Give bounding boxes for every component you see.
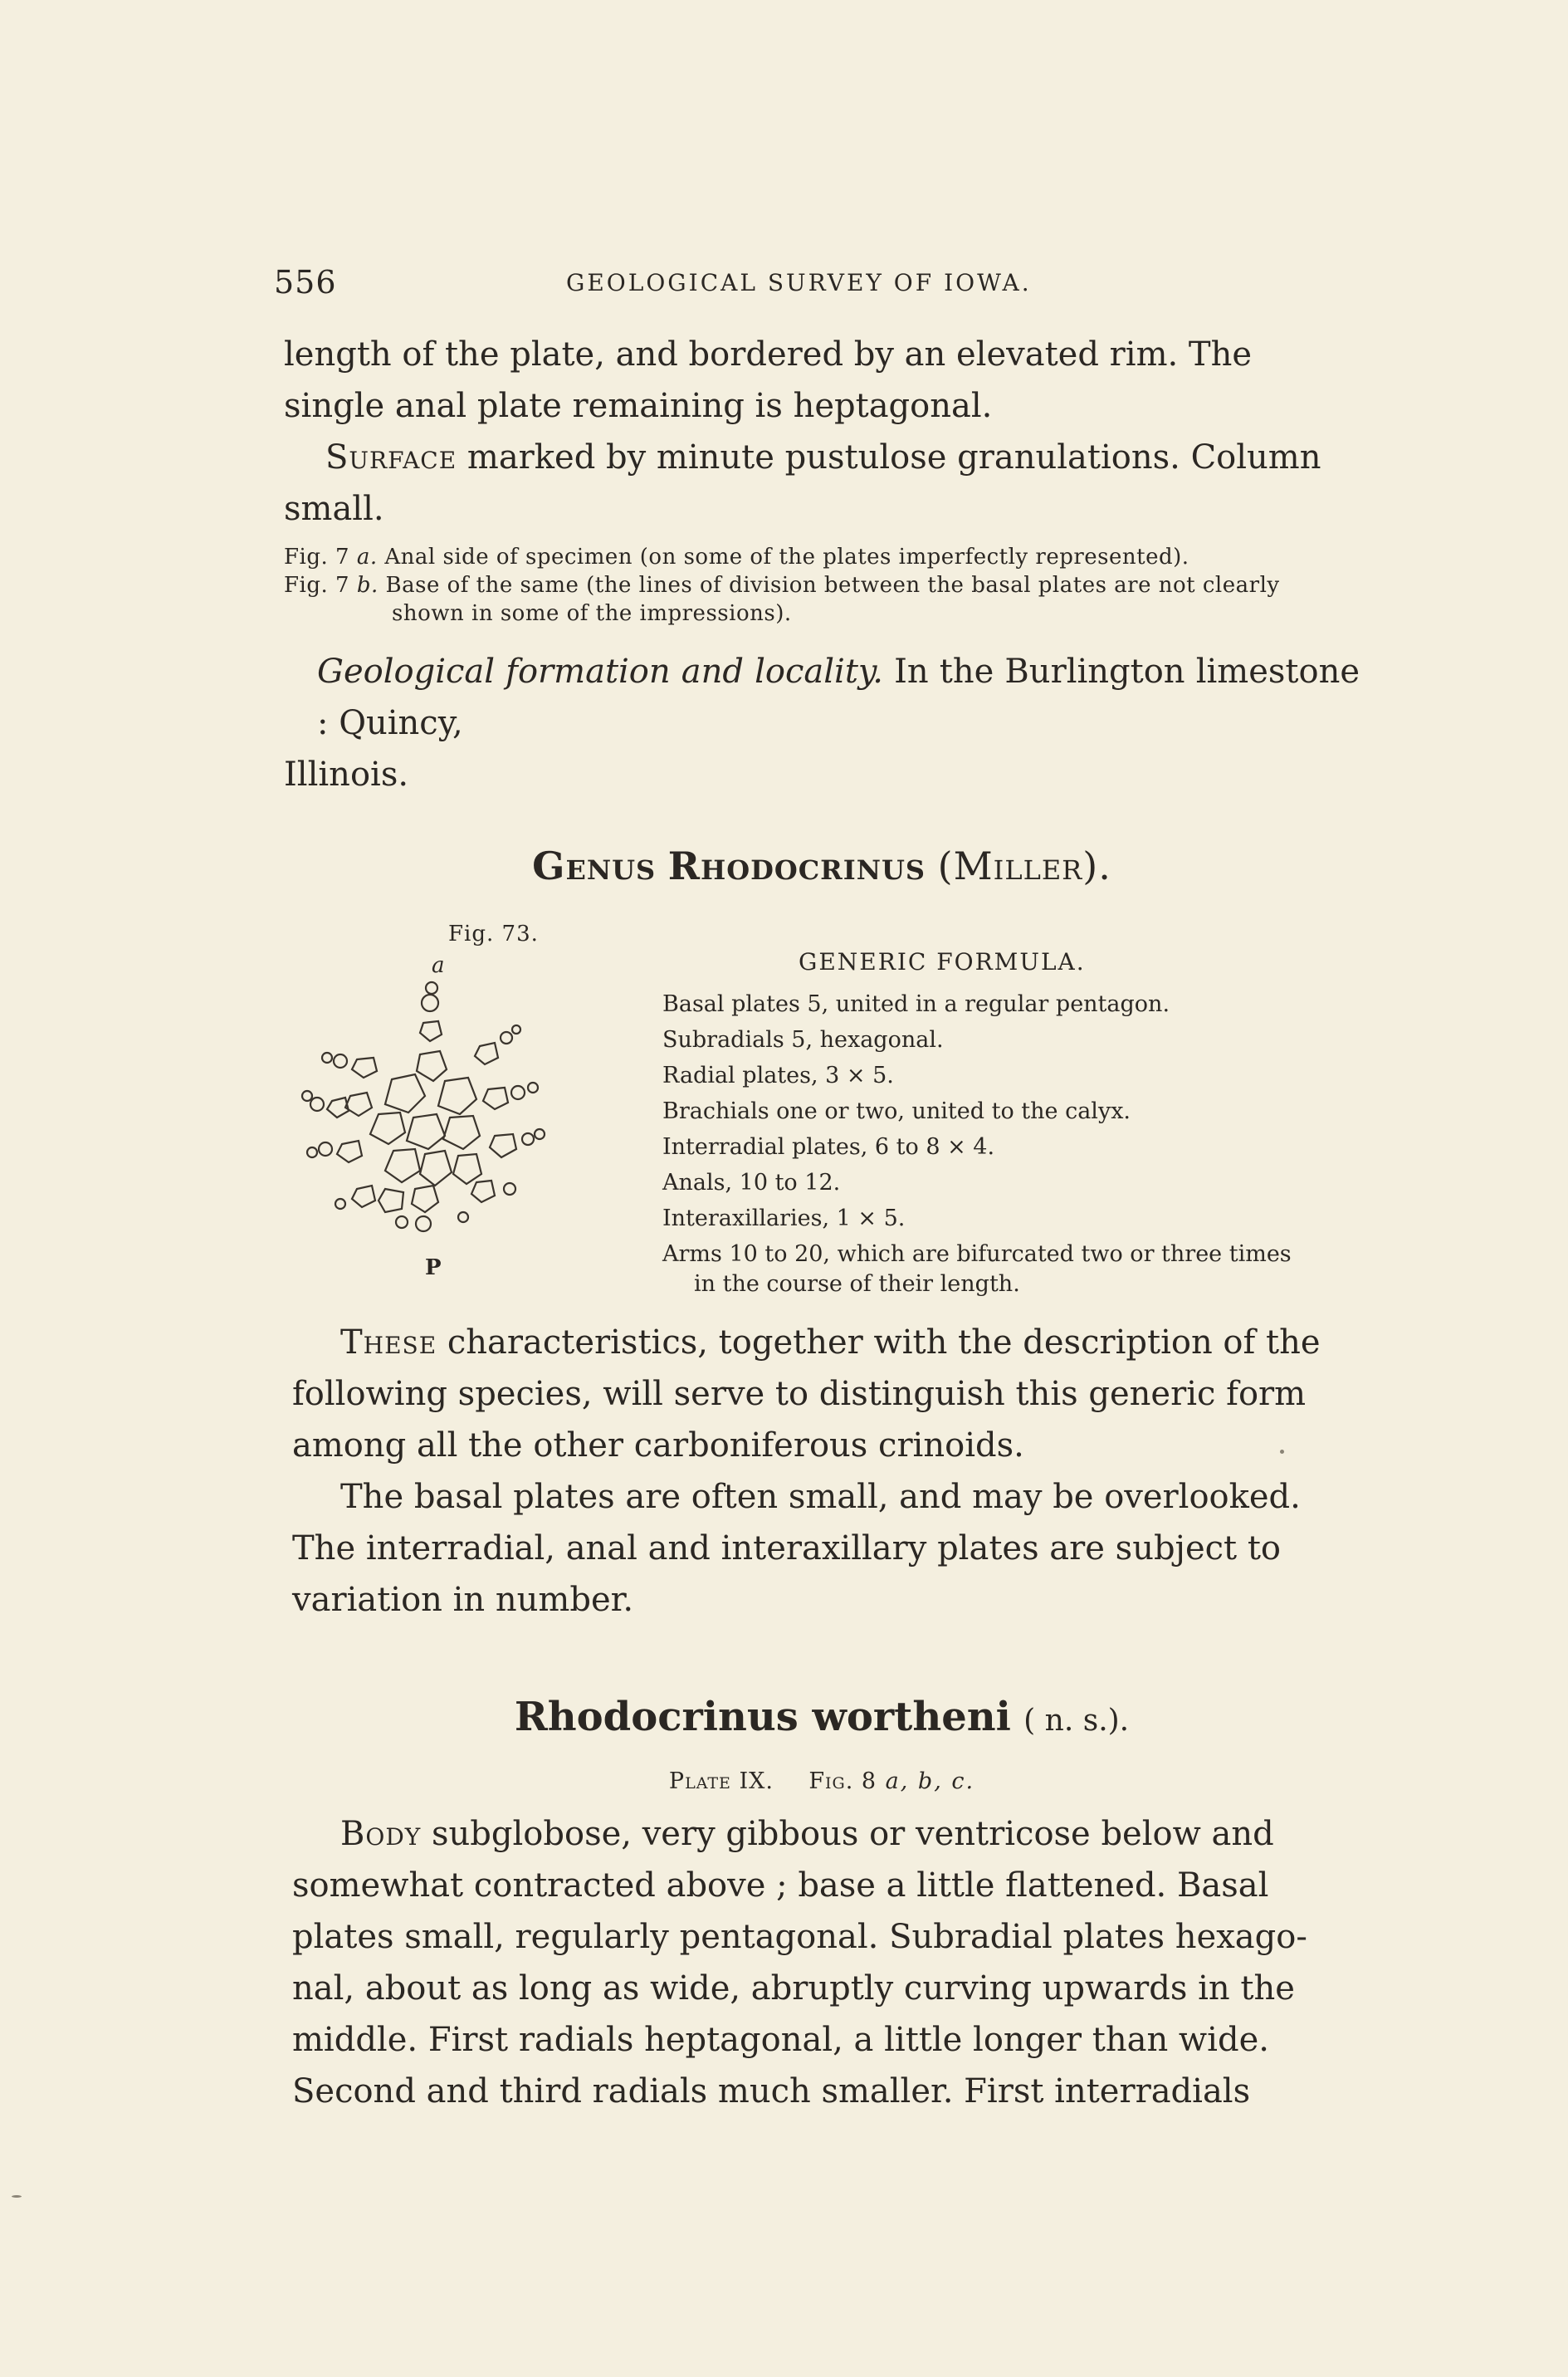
formula-line: Brachials one or two, united to the calyx. [662,1098,1131,1124]
figure-label: Fig. 73. [448,922,539,946]
plate-ref-plate: Plate IX. [668,1768,774,1794]
plate-right-subradial [443,1116,480,1149]
body-line-6: Second and third radials much smaller. First interradials [292,2072,1251,2110]
genus-word: Genus [532,844,657,888]
plate-arm-top [426,982,437,994]
plate-central-basal [407,1114,445,1149]
formation-paragraph [284,646,1360,800]
plate-left-subradial [370,1113,405,1144]
generic-formula-list [662,986,1376,1297]
plate-upper-radial [420,1021,442,1041]
plate-upper-left-3 [322,1053,332,1063]
crinoid-plate-diagram [299,971,598,1258]
characteristics-line-3: among all the other carboniferous crinoids. [292,1426,1024,1465]
figure-bottom-letter: P [425,1255,442,1280]
plate-lower-center [420,1151,452,1186]
plate-right-arm-4 [490,1134,516,1157]
plate-upper-right-2 [501,1032,512,1044]
plate-bottom-left-arm-2 [335,1199,345,1209]
fig-captions [284,543,1363,628]
formula-line: Arms 10 to 20, which are bifurcated two or three times [662,1241,1292,1267]
basal-paragraph [292,1471,1371,1626]
plate-lower-left-arm-2 [319,1142,332,1156]
paper-speck [1280,1450,1284,1454]
genus-name: Rhodocrinus [667,844,926,888]
plate-left-arm-1 [345,1093,372,1116]
plate-anal-upper [417,1051,447,1081]
body-line-2: somewhat contracted above ; base a little flattened. Basal [292,1866,1269,1905]
plate-lower-left-arm-3 [307,1147,317,1157]
caption-fig-7b-cont: shown in some of the impressions). [392,601,792,626]
species-note: ( n. s.). [1023,1704,1130,1738]
surface-line [284,432,1360,483]
plate-upper-right-1 [475,1043,498,1064]
body-line-3: plates small, regularly pentagonal. Subradial plates hexago- [292,1918,1307,1956]
intro-paragraph [284,329,1360,535]
plate-right-arm-3 [528,1083,538,1093]
plate-right-arm-6 [535,1129,545,1139]
species-heading [274,1694,1370,1740]
plate-upper-right-3 [512,1025,520,1034]
formula-line: Interaxillaries, 1 × 5. [662,1206,906,1231]
characteristics-line-1: These characteristics, together with the description of the [340,1323,1321,1362]
formula-line: Interradial plates, 6 to 8 × 4. [662,1134,995,1160]
body-line-4: nal, about as long as wide, abruptly curving upwards in the [292,1969,1295,2008]
plate-lower-left [385,1149,420,1182]
surface-rest: marked by minute pustulose granulations. Column [457,438,1321,477]
species-name: Rhodocrinus wortheni [514,1694,1011,1740]
plate-upper-left-1 [352,1058,377,1078]
formula-line: Subradials 5, hexagonal. [662,1027,944,1053]
intro-line-1: length of the plate, and bordered by an elevated rim. The [284,335,1253,374]
plate-left-arm-4 [302,1091,312,1101]
figure-top-letter: a [432,953,445,978]
plate-column [416,1216,431,1231]
formula-continuation: in the course of their length. [694,1271,1020,1297]
basal-line-1: The basal plates are often small, and may be overlooked. [340,1478,1301,1516]
plate-reference [274,1768,1370,1794]
formula-line: Basal plates 5, united in a regular pentagon. [662,991,1170,1017]
intro-line-2: single anal plate remaining is heptagonal. [284,387,993,425]
plate-left-arm-3 [310,1098,324,1111]
page-header [274,264,1370,301]
body-paragraph [292,1808,1371,2117]
plate-ref-fig: Fig. 8 [808,1768,877,1794]
caption-fig-7b: Fig. 7 b. Base of the same (the lines of division between the basal plates are not clearly [284,573,1280,598]
surface-line-2: small. [284,490,384,528]
formula-line: Anals, 10 to 12. [662,1170,841,1196]
plate-lower-left-arm-1 [337,1141,362,1162]
plate-column-left [396,1216,408,1228]
surface-lead: Surface [325,438,457,477]
paper-speck [12,2195,22,2198]
plate-lower-right-arm-2 [504,1183,515,1195]
formation-line-2: Illinois. [284,756,409,794]
genus-author: (Miller). [937,844,1111,888]
plate-right-arm-1 [483,1088,508,1109]
plate-lower-right [453,1154,481,1184]
running-head: GEOLOGICAL SURVEY OF IOWA. [566,269,1032,296]
genus-heading [274,844,1370,888]
formation-line-1: Geological formation and locality. In the Burlington limestone : Quincy, [317,653,1360,742]
caption-fig-7a: Fig. 7 a. Anal side of specimen (on some of the plates imperfectly represented). [284,545,1189,570]
plate-bottom-left [379,1189,403,1212]
plate-right-arm-5 [522,1133,534,1145]
plate-bottom [412,1186,438,1212]
plate-ref-letters: a, b, c. [885,1768,975,1794]
characteristics-paragraph [292,1317,1371,1471]
characteristics-line-2: following species, will serve to distinguish this generic form [292,1375,1307,1413]
formula-line: Radial plates, 3 × 5. [662,1063,894,1088]
body-line-1: Body subglobose, very gibbous or ventricose below and [340,1815,1274,1853]
page-number: 556 [274,264,337,301]
plate-arm-top-2 [422,995,438,1011]
basal-line-3: variation in number. [292,1581,634,1619]
generic-formula-title: GENERIC FORMULA. [799,948,1086,976]
plate-right-radial [438,1078,476,1114]
plate-left-radial [385,1074,425,1113]
plate-bottom-left-arm [352,1186,375,1207]
plate-upper-left-2 [334,1054,347,1068]
plate-bottom-right-arm [458,1212,468,1222]
basal-line-2: The interradial, anal and interaxillary plates are subject to [292,1529,1281,1568]
body-line-5: middle. First radials heptagonal, a little longer than wide. [292,2021,1269,2059]
plate-right-arm-2 [511,1086,525,1099]
plate-lower-right-arm [471,1181,495,1202]
